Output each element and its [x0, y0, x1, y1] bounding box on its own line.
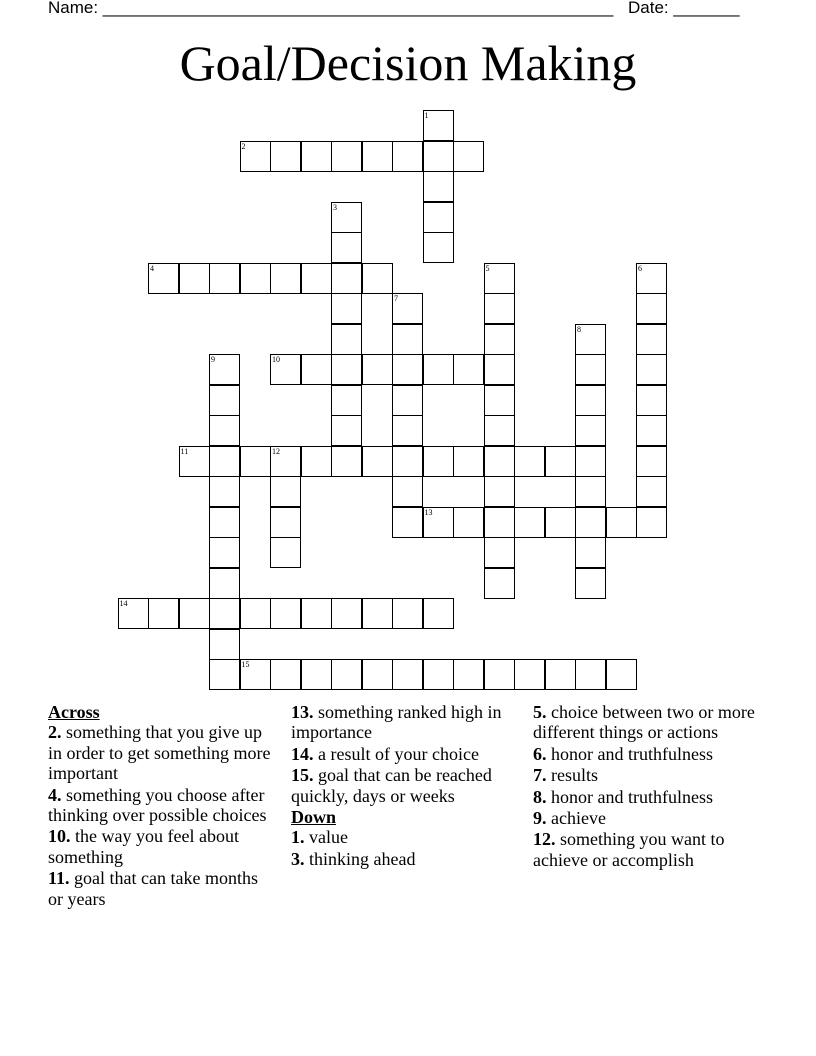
- grid-cell[interactable]: [362, 598, 393, 629]
- grid-cell[interactable]: [484, 537, 515, 568]
- grid-cell[interactable]: [606, 659, 637, 690]
- grid-cell[interactable]: [118, 598, 149, 629]
- grid-cell[interactable]: [270, 598, 301, 629]
- grid-cell[interactable]: [270, 659, 301, 690]
- down-clue: 3. thinking ahead: [291, 848, 416, 869]
- grid-cell[interactable]: [484, 568, 515, 599]
- grid-cell[interactable]: [148, 598, 179, 629]
- grid-cell[interactable]: [453, 354, 484, 385]
- clues-column-2: [291, 702, 519, 870]
- grid-cell[interactable]: [270, 537, 301, 568]
- grid-cell[interactable]: [392, 141, 423, 172]
- grid-cell[interactable]: [179, 446, 210, 477]
- grid-cell[interactable]: [636, 385, 667, 416]
- grid-cell[interactable]: [331, 293, 362, 324]
- grid-cell[interactable]: [179, 598, 210, 629]
- grid-cell[interactable]: [209, 659, 240, 690]
- down-clue: 12. something you want to achieve or accomplish: [533, 829, 725, 870]
- grid-cell[interactable]: [423, 202, 454, 233]
- grid-cell[interactable]: [514, 659, 545, 690]
- across-clue: 13. something ranked high in importance: [291, 702, 502, 743]
- grid-cell[interactable]: [636, 324, 667, 355]
- grid-cell[interactable]: [514, 446, 545, 477]
- grid-cell[interactable]: [301, 446, 332, 477]
- clue-number: 4: [150, 263, 154, 273]
- grid-cell[interactable]: [575, 659, 606, 690]
- grid-cell[interactable]: [484, 507, 515, 538]
- grid-cell[interactable]: [453, 659, 484, 690]
- down-clue: 6. honor and truthfulness: [533, 743, 713, 764]
- grid-cell[interactable]: [636, 263, 667, 294]
- grid-cell[interactable]: [209, 385, 240, 416]
- grid-cell[interactable]: [484, 385, 515, 416]
- page-title: Goal/Decision Making: [179, 35, 637, 91]
- grid-cell[interactable]: [331, 202, 362, 233]
- grid-cell[interactable]: [331, 232, 362, 263]
- grid-cell[interactable]: [484, 354, 515, 385]
- grid-cell[interactable]: [453, 507, 484, 538]
- grid-cell[interactable]: [484, 263, 515, 294]
- clue-number: 11: [180, 446, 189, 456]
- clue-number: 9: [211, 355, 215, 364]
- grid-cell[interactable]: [270, 507, 301, 538]
- grid-cell[interactable]: [484, 293, 515, 324]
- clue-number: 10: [272, 355, 280, 364]
- grid-cell[interactable]: [484, 324, 515, 355]
- grid-cell[interactable]: [240, 141, 271, 172]
- name-label: Name: ______________________________________________________: [48, 0, 614, 17]
- grid-cell[interactable]: [423, 110, 454, 141]
- grid-cell[interactable]: [331, 446, 362, 477]
- grid-cell[interactable]: [636, 446, 667, 477]
- grid-cell[interactable]: [331, 141, 362, 172]
- grid-cell[interactable]: [148, 263, 179, 294]
- across-heading: Across: [48, 702, 100, 722]
- grid-cell[interactable]: [575, 385, 606, 416]
- grid-cell[interactable]: [240, 446, 271, 477]
- grid-cell[interactable]: [331, 354, 362, 385]
- down-clue: 9. achieve: [533, 808, 606, 829]
- grid-cell[interactable]: [209, 537, 240, 568]
- grid-cell[interactable]: [392, 385, 423, 416]
- grid-cell[interactable]: [423, 446, 454, 477]
- grid-cell[interactable]: [423, 659, 454, 690]
- grid-cell[interactable]: [423, 598, 454, 629]
- grid-cell[interactable]: [636, 476, 667, 507]
- grid-cell[interactable]: [423, 232, 454, 263]
- grid-cell[interactable]: [575, 415, 606, 446]
- grid-cell[interactable]: [575, 446, 606, 477]
- across-clue: 14. a result of your choice: [291, 743, 479, 764]
- grid-cell[interactable]: [331, 263, 362, 294]
- grid-cell[interactable]: [209, 415, 240, 446]
- clue-number: 1: [424, 111, 429, 120]
- grid-cell[interactable]: [209, 568, 240, 599]
- across-clue: 10. the way you feel about something: [48, 826, 239, 867]
- grid-cell[interactable]: [301, 263, 332, 294]
- grid-cell[interactable]: [270, 446, 301, 477]
- grid-cell[interactable]: [423, 354, 454, 385]
- grid-cell[interactable]: [636, 415, 667, 446]
- grid-cell[interactable]: [392, 354, 423, 385]
- grid-cell[interactable]: [575, 324, 606, 355]
- grid-cell[interactable]: [636, 507, 667, 538]
- grid-cell[interactable]: [179, 263, 210, 294]
- clue-number: 8: [577, 324, 581, 334]
- grid-cell[interactable]: [209, 507, 240, 538]
- grid-cell[interactable]: [301, 354, 332, 385]
- grid-cell[interactable]: [392, 415, 423, 446]
- grid-cell[interactable]: [240, 263, 271, 294]
- across-clue: 11. goal that can take months or years: [48, 868, 258, 909]
- clue-number: 7: [394, 294, 398, 303]
- grid-cell[interactable]: [209, 263, 240, 294]
- grid-cell[interactable]: [301, 659, 332, 690]
- down-heading: Down: [291, 807, 337, 828]
- clue-number: 14: [119, 599, 128, 608]
- grid-cell[interactable]: [209, 446, 240, 477]
- grid-cell[interactable]: [484, 415, 515, 446]
- grid-cell[interactable]: [545, 659, 576, 690]
- date-label: Date: _______: [628, 0, 740, 17]
- down-clue: 5. choice between two or more different things or actions: [533, 702, 755, 743]
- grid-cell[interactable]: [270, 354, 301, 385]
- clue-number: 13: [424, 507, 433, 517]
- grid-cell[interactable]: [209, 354, 240, 385]
- grid-cell[interactable]: [423, 507, 454, 538]
- grid-cell[interactable]: [362, 446, 393, 477]
- grid-cell[interactable]: [270, 263, 301, 294]
- clue-number: 3: [333, 202, 337, 212]
- grid-cell[interactable]: [636, 293, 667, 324]
- grid-cell[interactable]: [392, 293, 423, 324]
- clues-column-3: [533, 702, 773, 871]
- grid-cell[interactable]: [331, 659, 362, 690]
- grid-cell[interactable]: [575, 507, 606, 538]
- grid-cell[interactable]: [575, 476, 606, 507]
- grid-cell[interactable]: [575, 354, 606, 385]
- down-clue: 1. value: [291, 827, 348, 848]
- grid-cell[interactable]: [545, 446, 576, 477]
- across-clue: 15. goal that can be reached quickly, days or weeks: [291, 765, 492, 806]
- grid-cell[interactable]: [545, 507, 576, 538]
- grid-cell[interactable]: [209, 476, 240, 507]
- grid-cell[interactable]: [392, 507, 423, 538]
- grid-cell[interactable]: [575, 537, 606, 568]
- grid-cell[interactable]: [484, 659, 515, 690]
- grid-cell[interactable]: [392, 446, 423, 477]
- grid-cell[interactable]: [423, 171, 454, 202]
- grid-cell[interactable]: [606, 507, 637, 538]
- grid-cell[interactable]: [270, 476, 301, 507]
- grid-cell[interactable]: [331, 385, 362, 416]
- grid-cell[interactable]: [453, 141, 484, 172]
- grid-cell[interactable]: [423, 141, 454, 172]
- grid-cell[interactable]: [514, 507, 545, 538]
- clue-number: 15: [241, 660, 250, 669]
- across-clue: 4. something you choose after thinking over possible choices: [48, 784, 267, 826]
- grid-cell[interactable]: [636, 354, 667, 385]
- grid-cell[interactable]: [240, 659, 271, 690]
- down-clue: 7. results: [533, 765, 598, 786]
- across-clue: 2. something that you give up in order to get something more important: [48, 722, 271, 784]
- clues-column-1: [48, 702, 276, 910]
- clue-number: 12: [272, 446, 280, 456]
- grid-cell[interactable]: [301, 141, 332, 172]
- grid-cell[interactable]: [575, 568, 606, 599]
- grid-cell[interactable]: [209, 598, 240, 629]
- grid-cell[interactable]: [484, 476, 515, 507]
- grid-cell[interactable]: [362, 354, 393, 385]
- clue-number: 2: [241, 141, 246, 151]
- grid-cell[interactable]: [392, 659, 423, 690]
- down-clue: 8. honor and truthfulness: [533, 786, 713, 807]
- grid-cell[interactable]: [392, 476, 423, 507]
- grid-cell[interactable]: [331, 598, 362, 629]
- grid-cell[interactable]: [240, 598, 271, 629]
- grid-cell[interactable]: [362, 141, 393, 172]
- clue-number: 6: [638, 263, 642, 273]
- grid-cell[interactable]: [362, 263, 393, 294]
- grid-cell[interactable]: [392, 324, 423, 355]
- grid-cell[interactable]: [392, 598, 423, 629]
- grid-cell[interactable]: [331, 324, 362, 355]
- grid-cell[interactable]: [484, 446, 515, 477]
- grid-cell[interactable]: [362, 659, 393, 690]
- grid-cell[interactable]: [453, 446, 484, 477]
- clue-number: 5: [485, 263, 490, 273]
- grid-cell[interactable]: [331, 415, 362, 446]
- grid-cell[interactable]: [301, 598, 332, 629]
- grid-cell[interactable]: [209, 629, 240, 660]
- grid-cell[interactable]: [270, 141, 301, 172]
